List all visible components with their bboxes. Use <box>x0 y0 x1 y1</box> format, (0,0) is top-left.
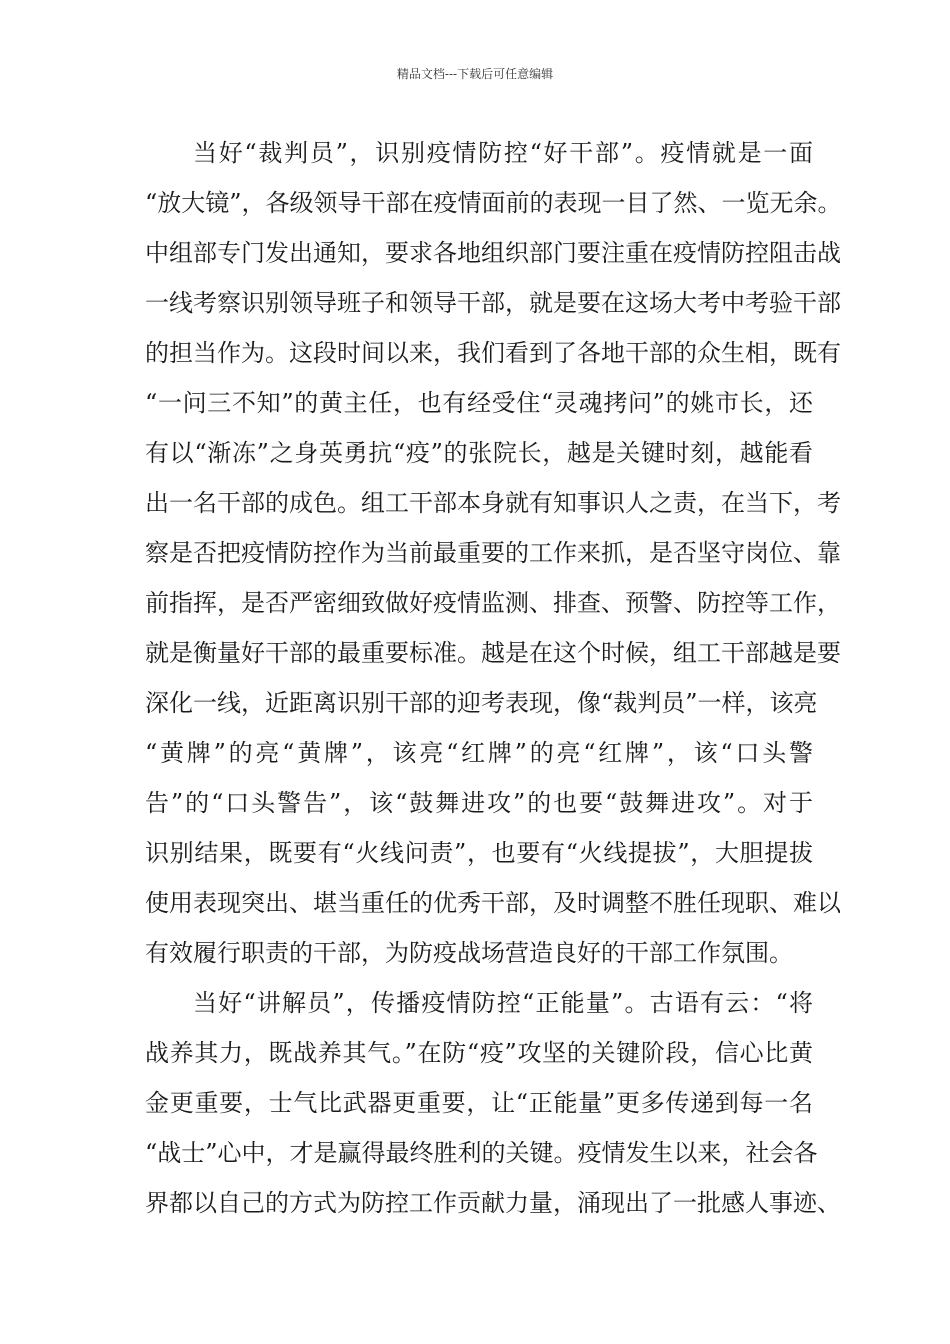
text-line: “放大镜”，各级领导干部在疫情面前的表现一目了然、一览无余。 <box>145 189 842 217</box>
text-line: “一问三不知”的黄主任，也有经受住“灵魂拷问”的姚市长，还 <box>145 389 813 417</box>
text-line: 使用表现突出、堪当重任的优秀干部，及时调整不胜任现职、难以 <box>145 889 841 917</box>
text-line: 识别结果，既要有“火线问责”，也要有“火线提拔”，大胆提拔 <box>145 839 813 867</box>
text-line: 当好“讲解员”，传播疫情防控“正能量”。古语有云：“将 <box>193 989 813 1017</box>
text-line: 一线考察识别领导班子和领导干部，就是要在这场大考中考验干部 <box>145 289 841 317</box>
paragraph-1 <box>145 128 842 978</box>
text-line: 就是衡量好干部的最重要标准。越是在这个时候，组工干部越是要 <box>145 639 841 667</box>
text-line: “战士”心中，才是赢得最终胜利的关键。疫情发生以来，社会各 <box>145 1139 818 1167</box>
text-line: 察是否把疫情防控作为当前最重要的工作来抓，是否坚守岗位、靠 <box>145 539 841 567</box>
text-line: 金更重要，士气比武器更重要，让“正能量”更多传递到每一名 <box>145 1089 813 1117</box>
text-line: 界都以自己的方式为防控工作贡献力量，涌现出了一批感人事迹、 <box>145 1189 841 1217</box>
text-line: 深化一线，近距离识别干部的迎考表现，像“裁判员”一样，该亮 <box>145 689 818 717</box>
text-line: 告”的“口头警告”，该“鼓舞进攻”的也要“鼓舞进攻”。对于 <box>145 789 813 817</box>
text-line: 有以“渐冻”之身英勇抗“疫”的张院长，越是关键时刻，越能看 <box>145 439 813 467</box>
text-line: 有效履行职责的干部，为防疫战场营造良好的干部工作氛围。 <box>145 939 793 967</box>
text-line: 战养其力，既战养其气。”在防“疫”攻坚的关键阶段，信心比黄 <box>145 1039 813 1067</box>
text-line: 出一名干部的成色。组工干部本身就有知事识人之责，在当下，考 <box>145 489 841 517</box>
text-line: 中组部专门发出通知，要求各地组织部门要注重在疫情防控阻击战 <box>145 239 841 267</box>
text-line: “黄牌”的亮“黄牌”，该亮“红牌”的亮“红牌”，该“口头警 <box>145 739 813 767</box>
paragraph-2 <box>145 978 841 1228</box>
text-line: 的担当作为。这段时间以来，我们看到了各地干部的众生相，既有 <box>145 339 841 367</box>
page-header: 精品文档---下载后可任意编辑 <box>396 67 554 81</box>
text-line: 当好“裁判员”，识别疫情防控“好干部”。疫情就是一面 <box>193 139 813 167</box>
text-line: 前指挥，是否严密细致做好疫情监测、排查、预警、防控等工作， <box>145 589 841 617</box>
document-body <box>145 128 842 1228</box>
